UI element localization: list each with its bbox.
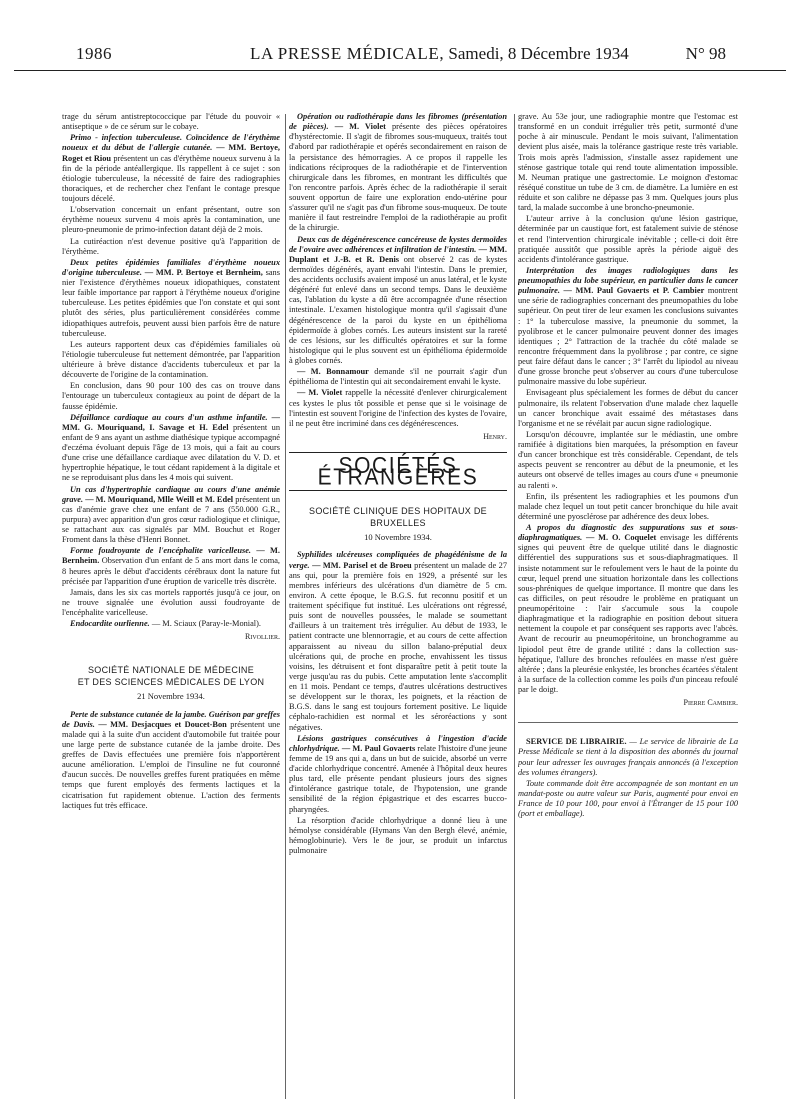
article-text: présentent une malade qui à la suite d'un accident d'automobile fut traitée pour une large perte de substance cutanée de la jambe droite. Des greffes de Davis effectuées une première fois n'apportèrent aucune amélioration. L'emploi de l'insuline ne fut couronné d'aucun succès. De nouvelles greffes furent pratiquées en même temps que furent employés des ferments lactiques et la cicatrisation fut rapidement obtenue. L'action des ferments lactiques fut très efficace. (62, 719, 280, 810)
article (62, 619, 280, 629)
article-authors: — M. Sciaux (151, 619, 197, 629)
paragraph: L'observation concernait un enfant présentant, outre son érythème noueux survenu 4 mois après la contamination, une pleuro-pneumonie de primo-infection datant déjà de 2 mois. (62, 205, 280, 235)
article-title: Interprétation des images radiologiques dans les pneumopathies du lobe supérieur, en particulier dans le cancer pulmonaire. (518, 265, 738, 296)
article (62, 258, 280, 339)
article-title: Deux cas de dégénérescence cancéreuse de kystes dermoïdes de l'ovaire avec adhérences et infiltration de l'intestin. (289, 234, 507, 254)
session-date: 10 Novembre 1934. (364, 532, 432, 543)
paragraph: Jamais, dans les six cas mortels rapportés jusqu'à ce jour, on ne trouve signalée une évolution aussi foudroyante de l'encéphalite varicelleuse. (62, 587, 280, 617)
article (62, 133, 280, 204)
article (289, 112, 507, 234)
article-text: présentent un cas d'érythème noueux survenu à la fin de la période antéallergique. Ils rappellent à ce sujet : son étiologie tuberculeuse, la nécessité de faire des radiographies thoraciques, et de rechercher chez l'enfant le contage presque toujours décelé. (62, 153, 280, 203)
article-text: ont observé 2 cas de kystes dermoïdes dégénérés, ayant envahi l'intestin. Dans le premier, des accidents occlusifs avaient imposé un anus latéral, et le kyste dégénéré fut enlevé dans un second temps. Dans le deuxième cas, l'ablation du kyste a dû être accompagnée d'une résection intestinale. L'examen histologique montra qu'il s'agissait d'une dégénérescence de la paroi du kyste en un épithélioma épidermoïde à globes cornés. Les auteurs insistent sur la rareté de ces lésions, sur les difficultés opératoires et sur la forme histologique qui le plus souvent est un épithélioma épidermoïde à globes cornés. (289, 254, 507, 365)
article-text: rappelle la nécessité d'enlever chirurgicalement ces kystes le plus tôt possible et pense que si le voisinage de l'intestin est souvent l'origine de l'infection des kystes de l'ovaire, il ne peut être incriminé dans ces dégénérescences. (289, 388, 507, 428)
article (518, 523, 738, 695)
notice-paragraph: Toute commande doit être accompagnée de son montant en un mandat-poste ou autre valeur sur Paris, augmenté pour envoi en France de 10 pour 100, pour envoi à l'Étranger de 15 pour 100 (port et emballage). (518, 778, 738, 819)
signature: Pierre Cambier. (683, 698, 738, 708)
article-text: relate l'histoire d'une jeune femme de 19 ans qui a, dans un but de suicide, absorbé un verre d'acide chlorhydrique concentré. Amenée à l'hôpital deux heures plus tard, elle présente pendant plusieurs jours des signes d'intolérance gastrique totale, de l'hypotension, une grande sensibilité de la région épigastrique et des escarres bucco-pharyngées. (289, 743, 507, 814)
article (289, 235, 507, 367)
paragraph: trage du sérum antistreptococcique par l'étude du pouvoir « antiseptique » de ce sérum sur le cobaye. (62, 112, 280, 132)
column-rule (514, 114, 515, 1099)
article-text: demande s'il ne pourrait s'agir d'un épithélioma de l'intestin qui ait secondairement envahi le kyste. (289, 367, 507, 387)
article-title: Perte de substance cutanée de la jambe. Guérison par greffes de Davis. (62, 709, 280, 729)
signature: Henry. (483, 431, 507, 441)
society-heading (62, 664, 280, 688)
article (62, 546, 280, 587)
article-authors: — M. Violet (297, 388, 343, 398)
journal-title (250, 44, 629, 64)
paragraph: Lorsqu'on découvre, implantée sur le médiastin, une ombre ramifiée à digitations bien marquées, la présomption en faveur d'un cancer bronchique est très considérable. Cependant, de tels aspects peuvent se rencontrer au début de la pneumonie, et les auteurs ont observé de telles images au cours d'une « pneumonie au ralenti ». (518, 429, 738, 490)
society-heading (289, 505, 507, 529)
article-authors: — MM. Desjacques et Doucet-Bon (98, 719, 227, 729)
article-title: Opération ou radiothérapie dans les fibromes (présentation de pièces). (289, 112, 507, 132)
article-authors: — MM. P. Bertoye et Bernheim, (144, 267, 263, 277)
society-name-line: SOCIÉTÉ CLINIQUE DES HOPITAUX DE BRUXELLES (309, 506, 487, 529)
article-title: Primo - infection tuberculeuse. Coïncidence de l'érythème noueux et du début de l'allergie cutanée. (62, 133, 280, 153)
session-date: 21 Novembre 1934. (137, 691, 205, 702)
article-authors: — MM. Paul Govaerts et P. Cambier (563, 286, 705, 296)
page-number: 1986 (76, 44, 112, 63)
article-authors: — M. Violet (334, 122, 386, 132)
notice-paragraph (518, 737, 738, 778)
article-text: envisage les différents signes qui peuvent être de quelque utilité dans le diagnostic différentiel des suppurations sus et sous-diaphragmatiques. Il insiste notamment sur le refoulement vers le haut de la pointe du cœur, lequel prend une situation horizontale dans les collections sous-phréniques de quelque importance. Il montre que dans les cas difficiles, on peut résoudre le problème en pratiquant un pneumopéritoine : l'air s'accumule sous la coupole diaphragmatique et la radiographie en position debout situera nettement la coupole et par conséquent ses rapports avec l'abcès. Avant de recourir au pneumopéritoine, un bronchogramme au lipiodol peut être de grande utilité : dans la collection sus-hépatique, l'allure des bronches refoulées en masse n'est guère altérée ; dans la pleurésie enkystée, les bronches écartées s'étalent à la surface de la collection comme les poils d'un pinceau refoulé par le doigt. (518, 533, 738, 694)
article (289, 734, 507, 815)
article-authors: — MM. Bertoye, Roget et Riou (62, 143, 280, 163)
paragraph: grave. Au 53e jour, une radiographie montre que l'estomac est transformé en un conduit irrégulier très petit, surmonté d'une poche à air minuscule. Pendant le mois suivant, l'alimentation devient plus aisée, mais la tolérance gastrique reste très variable. Trois mois après l'admission, s'installe assez rapidement une sténose gastrique totale qui rend toute alimentation impossible. M. Neuman pratique une gastrectomie. Le moignon d'estomac réséqué constitue un tube de 3 cm. de diamètre. La lumière en est réduite et son calibre ne dépasse pas 3 mm. Quelques jours plus tard, la malade succombe à une broncho-pneumonie. (518, 112, 738, 213)
article (62, 710, 280, 811)
article-title: Un cas d'hypertrophie cardiaque au cours d'une anémie grave. (62, 484, 280, 504)
library-service-notice (518, 722, 738, 819)
article-title: Endocardite ourlienne. (70, 619, 150, 629)
paragraph: Les auteurs rapportent deux cas d'épidémies familiales où l'étiologie tuberculeuse fut nettement démontrée, par l'apparition ultérieure à brève distance d'accidents tuberculeux et par la découverte de l'origine de la contamination. (62, 339, 280, 380)
article-text: (Paray-le-Monial). (198, 619, 261, 629)
article-authors: — M. Mouriquand, Mlle Weill et M. Edel (85, 494, 234, 504)
article-title: Deux petites épidémies familiales d'érythème noueux d'origine tuberculeuse. (62, 257, 280, 277)
article (62, 485, 280, 546)
article (518, 266, 738, 388)
article-authors: — MM. Parisel et de Broeu (312, 560, 412, 570)
paragraph: En conclusion, dans 90 pour 100 des cas on trouve dans l'entourage un tuberculeux contagieux au point de départ de la fausse épidémie. (62, 381, 280, 411)
column-rule (285, 114, 286, 1099)
article-title: Lésions gastriques consécutives à l'ingestion d'acide chlorhydrique. (289, 733, 507, 753)
article-authors: — M. O. Coquelet (586, 533, 657, 543)
newspaper-page (0, 38, 800, 1120)
journal-name: LA PRESSE MÉDICALE, (250, 44, 445, 63)
article-authors: — M. Bernheim. (62, 546, 280, 566)
society-name-line: ET DES SCIENCES MÉDICALES DE LYON (77, 677, 265, 688)
article-authors: — M. Paul Govaerts (341, 743, 416, 753)
article-text: sans nier l'existence d'érythèmes noueux idiopathiques, constatent leur faible importance par rapport à l'érythème noueux d'origine tuberculeuse. Les petites épidémies que l'on constate et qui sont plutôt des séries, plus particulièrement considérées comme idiopathiques autrefois, peuvent aussi bien parfois être de nature tuberculeuse. (62, 267, 280, 338)
issue-number: N° 98 (685, 44, 726, 63)
article-authors: — MM. G. Mouriquand, I. Savage et H. Edel (62, 412, 280, 432)
article (62, 413, 280, 484)
article-title: A propos du diagnostic des suppurations sus et sous-diaphragmatiques. (518, 523, 738, 543)
article-text: montrent une série de radiographies concernant des pneumopathies du lobe supérieur. On peut tirer de leur examen les conclusions suivantes : 1° la tuberculose massive, la pneumonie du sommet, la pyolibrose et le cancer pulmonaire peuvent donner des images identiques ; 2° l'attraction de la trachée du côté malade se rencontre fréquemment dans la pyolibrose ; par contre, ce signe peut faire défaut dans le cancer ; 3° l'arrêt du lipiodol au niveau d'une grosse bronche peut s'observer au cours d'une tuberculose pulmonaire massive du lobe supérieur. (518, 286, 738, 387)
article-title: Défaillance cardiaque au cours d'un asthme infantile. (70, 412, 268, 422)
article-text: Observation d'un enfant de 5 ans mort dans le coma, 8 heures après le début d'accidents cérébraux dont la nature fut précisée par l'apparition d'une éruption de varicelle très discrète. (62, 556, 280, 586)
column-middle (289, 112, 507, 1107)
section-banner (289, 452, 507, 491)
paragraph: L'auteur arrive à la conclusion qu'une lésion gastrique, déterminée par un caustique fort, est fatalement suivie de sténose et rend l'intervention chirurgicale inévitable ; celle-ci doit être pratiquée aussitôt que possible après la période aiguë des accidents d'intolérance gastrique. (518, 214, 738, 264)
society-name-line: SOCIÉTÉ NATIONALE DE MÉDECINE (87, 665, 255, 676)
article-authors: — MM. Duplant et J.-B. et R. Denis (289, 244, 507, 264)
section-title: SOCIÉTÉS ÉTRANGÈRES (317, 452, 479, 491)
article-text: présente des pièces opératoires d'hystérectomie. Il s'agit de fibromes sous-muqueux, traités tout d'abord par radiothérapie et opérés secondairement en raison de la persistance des hémorragies. A ce propos il rappelle les indications réciproques de la radiothérapie et de l'intervention chirurgicale dans les fibromes, en montrant les difficultés que l'on rencontre parfois. Après échec de la radiothérapie il serait souvent opportun de faire une exploration endo-utérine pour s'assurer qu'il ne s'agit pas d'un fibrome sous-muqueux. De toute manière il faut restreindre l'emploi de la radiothérapie au profit de la chirurgie. (289, 122, 507, 233)
article-title: Forme foudroyante de l'encéphalite varicelleuse. (70, 546, 251, 556)
paragraph (289, 388, 507, 429)
article-text: présentent un enfant de 9 ans ayant un asthme diathésique typique accompagné d'eczéma évoluant depuis l'âge de 13 mois, qui a fait au cours d'une crise une défaillance cardiaque avec dilatation du V. D. et hypertrophie hépatique, le tout cédant rapidement à la digitale et ne se reproduisant plus dans les 4 mois qui suivent. (62, 422, 280, 483)
paragraph: Enfin, ils présentent les radiographies et les poumons d'un malade chez lequel un tout petit cancer bronchique du hile avait déterminé une pyosclérose par adhérence des deux lobes. (518, 491, 738, 521)
paragraph: La cutiréaction n'est devenue positive qu'à l'apparition de l'érythème. (62, 236, 280, 256)
article (289, 550, 507, 732)
article-title: Syphilides ulcéreuses compliquées de phagédénisme de la verge. (289, 550, 507, 570)
notice-text: — Le service de librairie de La Presse Médicale se tient à la disposition des abonnés du journal pour leur adresser les ouvrages français annoncés (à l'exception des volumes étrangers). (518, 737, 738, 777)
column-right (518, 112, 738, 1107)
paragraph (289, 367, 507, 387)
column-left (62, 112, 280, 1107)
signature: Rivollier. (245, 632, 280, 642)
issue-date: Samedi, 8 Décembre 1934 (448, 44, 629, 63)
page-header (14, 38, 786, 71)
paragraph: La résorption d'acide chlorhydrique a donné lieu à une hémolyse considérable (Hymans Van den Bergh élevé, anémie, hémoglobinurie). Vers le 8e jour, se produit un infarctus pulmonaire (289, 815, 507, 855)
article-text: présentent un cas d'anémie grave chez une enfant de 7 ans (550.000 G.R., purpura) avec apparition d'un gros cœur radiologique et clinique, se rattachant aux cas signalés par MM. Bouchut et Roger Froment dans la thèse d'Henri Bonnet. (62, 494, 280, 545)
paragraph: Envisageant plus spécialement les formes de début du cancer pulmonaire, ils relatent l'observation d'une malade chez laquelle un cancer bronchique avait essaimé des métastases dans l'organisme et ne se révélait par aucun signe radiologique. (518, 388, 738, 428)
columns (62, 112, 738, 1112)
article-text: présentent un malade de 27 ans qui, pour la première fois en 1929, a présenté sur les membres inférieurs des ulcérations d'un diamètre de 5 cm. environ. A cette époque, le B.G.S. fut reconnu positif et un traitement spécifique fut institué. Les ulcérations ont régressé, puis sont de nouvelles poussées, le malade se soumettant d'ailleurs à un traitement très irrégulier. Au début de 1933, le patient contracte une blennorragie, et au cours de cette affection apparaissent au niveau du sillon balano-préputial deux ulcérations qui, de proche en proche, envahissent les tissus voisins, les détruisent et font disparaître petit à petit toute la verge jusqu'au ras du pubis. Cette amputation lente s'accomplit en 11 mois. Pendant ce temps, d'autres ulcérations destructives se développent sur le thorax, les poignets, et la réaction de B.G.S. dans le sang est toujours fortement positive. Le liquide céphalo-rachidien est normal et les séroréactions y sont négatives. (289, 560, 507, 732)
notice-title: SERVICE DE LIBRAIRIE. (526, 737, 627, 747)
article-authors: — M. Bonnamour (297, 367, 369, 377)
